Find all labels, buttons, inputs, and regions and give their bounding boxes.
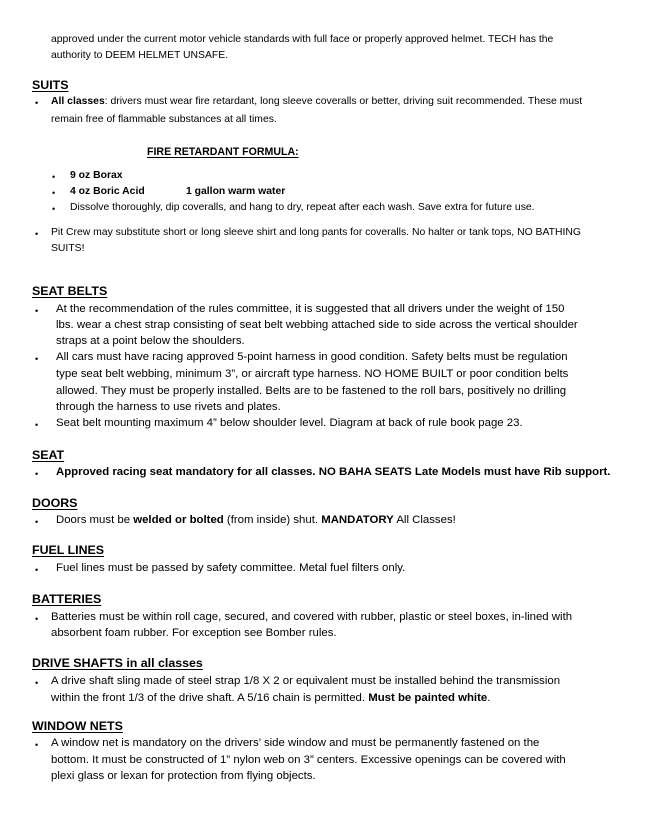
formula-item-instructions: Dissolve thoroughly, dip coveralls, and hang to dry, repeat after each wash. Save extra for future use. — [70, 202, 535, 213]
bullet-icon: • — [35, 565, 39, 575]
seat-belts-b1-line-1: At the recommendation of the rules committee, it is suggested that all drivers under the weight of 150 — [56, 303, 565, 315]
doors-part-2: welded or bolted — [133, 514, 224, 526]
window-nets-line-2: bottom. It must be constructed of 1” nylon web on 3” centers. Excessive openings can be covered with — [51, 754, 566, 766]
doors-part-4: MANDATORY — [321, 514, 394, 526]
seat-belts-b2-line-3: allowed. They must be properly installed. Belts are to be fastened to the roll bars, positively no drilling — [56, 385, 567, 397]
window-nets-heading: WINDOW NETS — [32, 719, 123, 733]
intro-line-2: authority to DEEM HELMET UNSAFE. — [51, 50, 229, 61]
seat-line-part-2: . NO BAHA SEATS Late Models must have Rib support. — [312, 466, 611, 478]
all-classes-label: All classes — [51, 96, 105, 107]
bullet-icon: • — [35, 306, 39, 316]
batteries-line-1: Batteries must be within roll cage, secured, and covered with rubber, plastic or steel boxes, in-lined with — [51, 611, 573, 623]
doors-heading: DOORS — [32, 496, 78, 510]
formula-item-water: 1 gallon warm water — [186, 186, 286, 197]
doors-line — [56, 514, 456, 528]
doors-part-3: (from inside) shut. — [223, 514, 322, 526]
drive-shafts-line-2c: . — [487, 692, 491, 704]
seat-belts-b2-line-1: All cars must have racing approved 5-point harness in good condition. Safety belts must be regulation — [56, 351, 568, 363]
bullet-icon: • — [52, 204, 56, 214]
fire-retardant-formula-title: FIRE RETARDANT FORMULA: — [147, 146, 299, 158]
intro-line-1: approved under the current motor vehicle standards with full face or properly approved helmet. TECH has the — [51, 34, 554, 45]
bullet-icon: • — [35, 517, 39, 527]
seat-belts-b3: Seat belt mounting maximum 4” below shoulder level. Diagram at back of rule book page 23. — [56, 417, 523, 429]
drive-shafts-line-1: A drive shaft sling made of steel strap 1/8 X 2 or equivalent must be installed behind the transmission — [51, 675, 561, 687]
bullet-icon: • — [35, 614, 39, 624]
seat-heading: SEAT — [32, 448, 65, 462]
seat-line-part-1: Approved racing seat mandatory for all classes — [56, 466, 313, 478]
suits-line-1 — [51, 96, 582, 108]
bullet-icon: • — [35, 678, 39, 688]
drive-shafts-line-2 — [51, 692, 490, 706]
fuel-lines-heading: FUEL LINES — [32, 543, 105, 557]
window-nets-line-1: A window net is mandatory on the drivers’ side window and must be permanently fastened on the — [51, 737, 540, 749]
drive-shafts-line-2a: within the front 1/3 of the drive shaft. A 5/16 chain is permitted. — [51, 692, 369, 704]
seat-belts-b2-line-2: type seat belt webbing, minimum 3”, or aircraft type harness. NO HOME BUILT or poor condition belts — [56, 368, 569, 380]
bullet-icon: • — [35, 469, 39, 479]
doors-part-5: All Classes! — [393, 514, 456, 526]
bullet-icon: • — [35, 98, 39, 108]
bullet-icon: • — [52, 172, 56, 182]
window-nets-line-3: plexi glass or lexan for protection from flying objects. — [51, 770, 316, 782]
batteries-line-2: absorbent foam rubber. For exception see Bomber rules. — [51, 627, 337, 639]
seat-belts-b1-line-3: straps at a point below the shoulders. — [56, 335, 245, 347]
suits-line-2: remain free of flammable substances at all times. — [51, 114, 277, 125]
seat-line — [56, 466, 610, 480]
seat-belts-b2-line-4: through the harness to use rivets and plates. — [56, 401, 281, 413]
drive-shafts-heading: DRIVE SHAFTS in all classes — [32, 656, 203, 670]
bullet-icon: • — [52, 188, 56, 198]
drive-shafts-line-2b: Must be painted white — [368, 692, 488, 704]
suits-line-1-rest: : drivers must wear fire retardant, long sleeve coveralls or better, driving suit recommended. These must — [104, 96, 583, 107]
formula-item-borax: 9 oz Borax — [70, 170, 123, 181]
seat-belts-heading: SEAT BELTS — [32, 284, 108, 298]
formula-item-boric-acid: 4 oz Boric Acid — [70, 186, 145, 197]
bullet-icon: • — [35, 420, 39, 430]
doors-part-1: Doors must be — [56, 514, 134, 526]
bullet-icon: • — [35, 740, 39, 750]
bullet-icon: • — [35, 354, 39, 364]
seat-belts-b1-line-2: lbs. wear a chest strap consisting of seat belt webbing attached side to side across the vertical shoulder — [56, 319, 578, 331]
bullet-icon: • — [35, 229, 39, 239]
batteries-heading: BATTERIES — [32, 592, 102, 606]
pit-crew-line-1: Pit Crew may substitute short or long sleeve shirt and long pants for coveralls. No halter or tank tops, NO BATHING — [51, 227, 581, 238]
pit-crew-line-2: SUITS! — [51, 243, 85, 254]
suits-heading: SUITS — [32, 78, 69, 92]
fuel-lines-text: Fuel lines must be passed by safety committee. Metal fuel filters only. — [56, 562, 406, 574]
